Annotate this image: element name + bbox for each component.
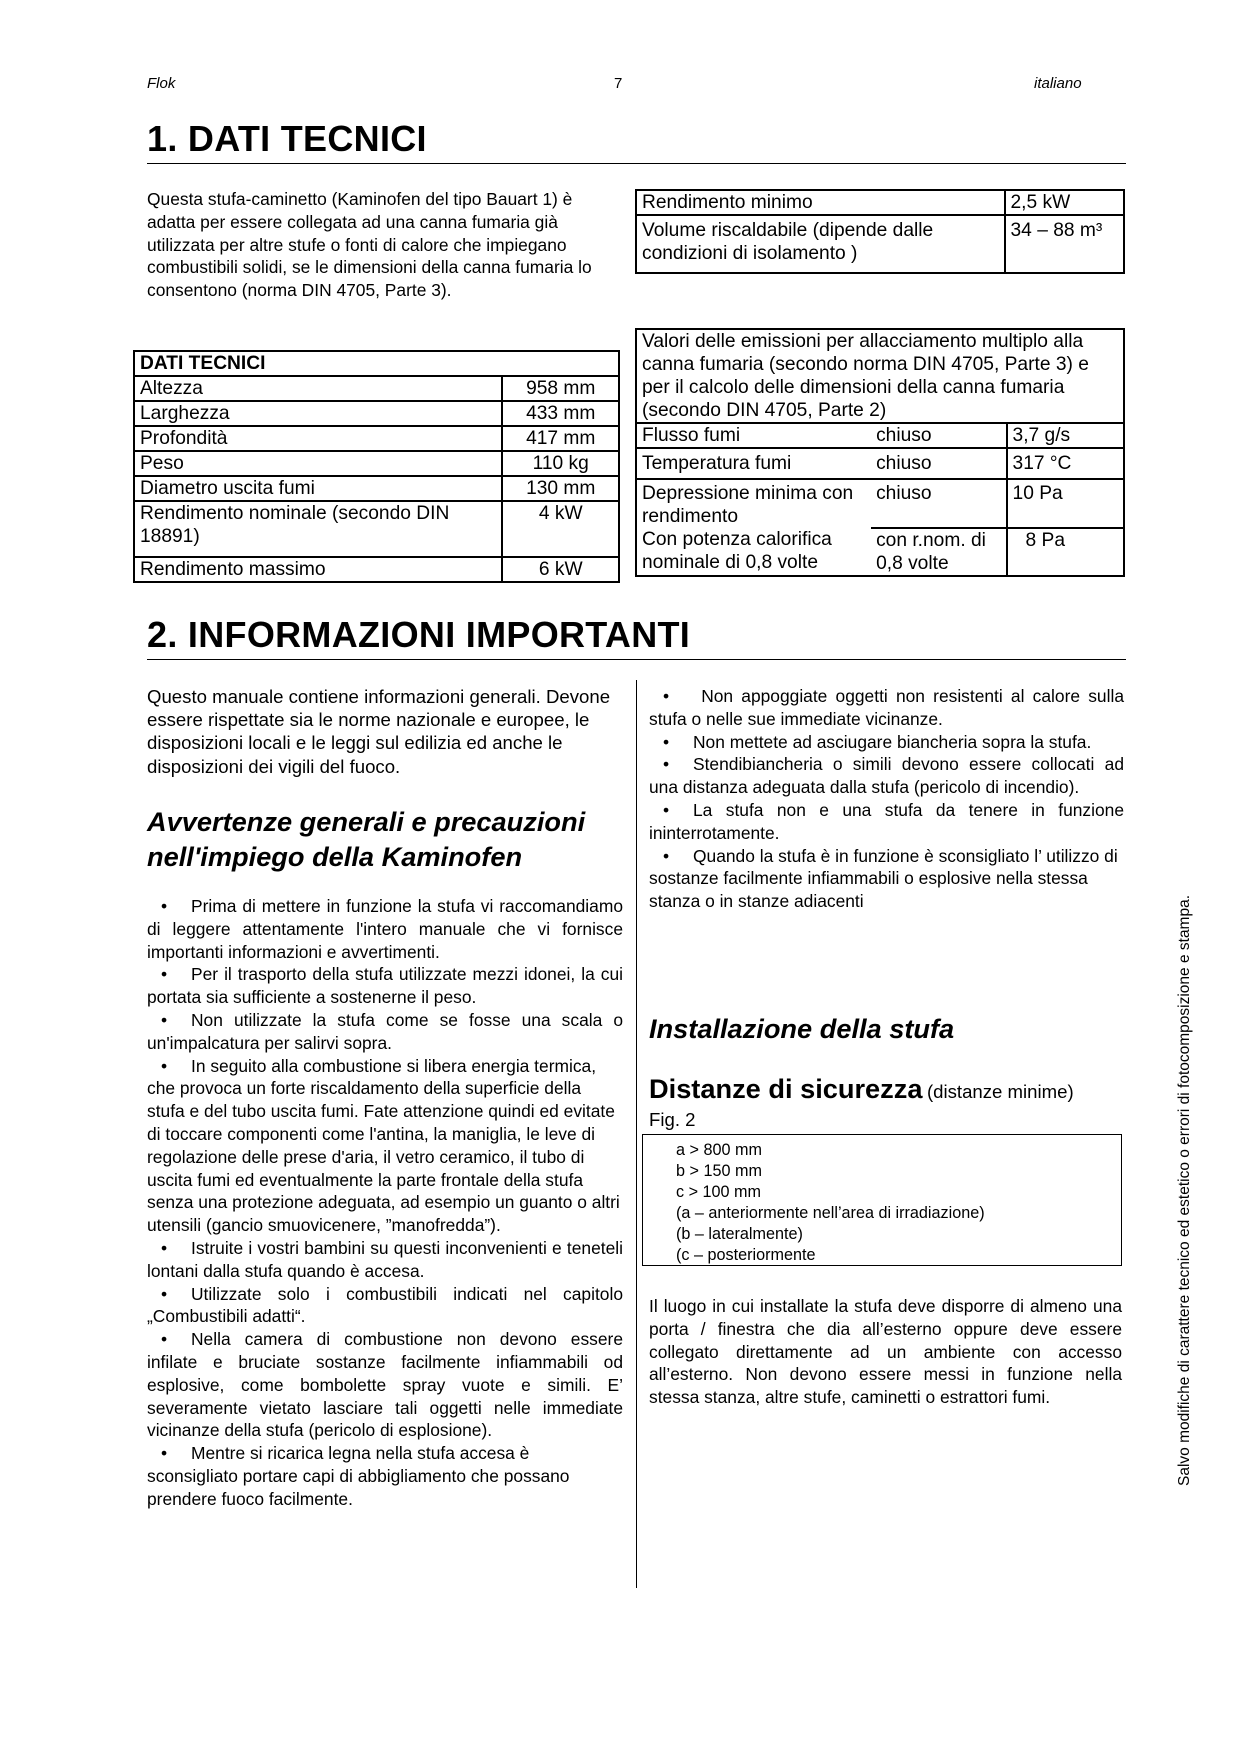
table-row — [134, 476, 619, 501]
table-row — [134, 501, 619, 557]
row-condition: chiuso — [871, 479, 1006, 528]
list-item: • Mentre si ricarica legna nella stufa accesa è sconsigliato portare capi di abbigliamento che possano prendere fuoco facilmente. — [147, 1443, 570, 1509]
intro-paragraph: Questa stufa-caminetto (Kaminofen del tipo Bauart 1) è adatta per essere collegata ad una canna fumaria già utilizzata per altre stufe o fonti di calore che impiegano combustibili solidi, se le dimensioni della canna fumaria lo consentono (norma DIN 4705, Parte 3). — [147, 189, 592, 301]
distances-box — [642, 1134, 1122, 1266]
table-row — [636, 528, 1124, 576]
section1-title: 1. DATI TECNICI — [147, 118, 427, 159]
distances-heading: Distanze di sicurezza — [649, 1073, 923, 1104]
distances-heading-line — [649, 1073, 1074, 1105]
distances-subheading: (distanze minime) — [926, 1081, 1074, 1102]
row-value: 433 mm — [502, 401, 619, 426]
row-label: Diametro uscita fumi — [134, 476, 502, 501]
table-row — [636, 190, 1124, 215]
row-value: 317 °C — [1007, 448, 1124, 479]
row-label: Rendimento minimo — [636, 190, 1005, 215]
row-value: 2,5 kW — [1005, 190, 1124, 215]
section2-title: 2. INFORMAZIONI IMPORTANTI — [147, 614, 691, 655]
list-item: • Utilizzate solo i combustibili indicati nel capitolo „Combustibili adatti“. — [147, 1283, 623, 1327]
row-label: Con potenza calorifica nominale di 0,8 volte — [636, 528, 871, 576]
distance-item: (c – posteriormente — [676, 1246, 816, 1264]
tech-table-header: DATI TECNICI — [134, 351, 619, 376]
header-right: italiano — [1034, 75, 1082, 92]
row-label: Flusso fumi — [636, 423, 871, 448]
tech-table — [133, 350, 620, 583]
row-label: Temperatura fumi — [636, 448, 871, 479]
row-value: 4 kW — [502, 501, 619, 557]
row-label: Rendimento massimo — [134, 557, 502, 582]
installation-heading: Installazione della stufa — [649, 1013, 955, 1044]
list-item: • Nella camera di combustione non devono essere infilate e bruciate sostanze facilmente infiammabili od esplosive, come bombolette spray vuote e simili. E’ severamente vietato lasciare tali oggetti nelle immediate vicinanze della stufa (pericolo di esplosione). — [147, 1329, 623, 1441]
left-bullet-list — [147, 895, 623, 1511]
right-bullet-list — [649, 685, 1124, 913]
table-row — [636, 423, 1124, 448]
table-row — [636, 215, 1124, 273]
table-row — [134, 376, 619, 401]
row-label: Volume riscaldabile (dipende dalle condizioni di isolamento ) — [636, 215, 1005, 273]
info-intro: Questo manuale contiene informazioni generali. Devone essere rispettate sia le norme nazionale e europee, le disposizioni locali e le leggi sul edilizia ed anche le disposizioni dei vigili del fuoco. — [147, 686, 611, 777]
row-label: Depressione minima con rendimento — [636, 479, 871, 528]
distance-item: a > 800 mm — [676, 1141, 762, 1159]
row-value: 8 Pa — [1007, 528, 1124, 576]
table-row — [134, 426, 619, 451]
list-item: • Non mettete ad asciugare biancheria sopra la stufa. — [663, 731, 1092, 752]
row-condition: chiuso — [871, 448, 1006, 479]
list-item: • Istruite i vostri bambini su questi inconvenienti e teneteli lontani dalla stufa quando è accesa. — [147, 1237, 623, 1281]
figure-label: Fig. 2 — [649, 1109, 696, 1130]
table-row — [134, 451, 619, 476]
section2-rule — [147, 659, 1126, 660]
header-left: Flok — [147, 75, 176, 92]
table-row — [134, 401, 619, 426]
row-value: 3,7 g/s — [1007, 423, 1124, 448]
side-note: Salvo modifiche di carattere tecnico ed estetico o errori di fotocomposizione e stampa. — [1176, 894, 1193, 1486]
distance-item: (b – lateralmente) — [676, 1225, 803, 1243]
list-item: • In seguito alla combustione si libera energia termica, che provoca un forte riscaldamento della superficie della stufa e del tubo uscita fumi. Fate attenzione quindi ed evitate di toccare componenti come l'antina, la maniglia, le leve di regolazione delle prese d'aria, il vetro ceramico, il tubo di uscita fumi ed eventualmente la parte frontale della stufa senza una protezione adeguata, ad esempio un guanto o altri utensili (gancio smuovicenere, ”manofredda”). — [147, 1055, 620, 1236]
distance-item: b > 150 mm — [676, 1162, 762, 1180]
row-value: 110 kg — [502, 451, 619, 476]
row-label: Rendimento nominale (secondo DIN 18891) — [134, 501, 502, 557]
row-label: Peso — [134, 451, 502, 476]
table-row — [636, 479, 1124, 528]
row-label: Profondità — [134, 426, 502, 451]
distance-item: (a – anteriormente nell’area di irradiazione) — [676, 1204, 985, 1222]
row-condition: con r.nom. di 0,8 volte — [871, 528, 1006, 576]
list-item: • Prima di mettere in funzione la stufa vi raccomandiamo di leggere attentamente l'intero manuale che vi fornisce importanti informazioni e avvertimenti. — [147, 896, 623, 962]
row-value: 130 mm — [502, 476, 619, 501]
list-item: • Non appoggiate oggetti non resistenti al calore sulla stufa o nelle sue immediate vicinanze. — [649, 686, 1124, 729]
section1-rule — [147, 163, 1126, 164]
row-condition: chiuso — [871, 423, 1006, 448]
list-item: • La stufa non e una stufa da tenere in funzione ininterrotamente. — [649, 799, 1124, 843]
list-item: • Quando la stufa è in funzione è sconsigliato l’ utilizzo di sostanze facilmente infiammabili o esplosive nella stessa stanza o in stanze adiacenti — [649, 845, 1118, 912]
row-label: Larghezza — [134, 401, 502, 426]
row-value: 417 mm — [502, 426, 619, 451]
row-value: 6 kW — [502, 557, 619, 582]
emissions-intro: Valori delle emissioni per allacciamento multiplo alla canna fumaria (secondo norma DIN 4705, Parte 3) e per il calcolo delle dimensioni della canna fumaria (secondo DIN 4705, Parte 2) — [636, 329, 1124, 423]
warnings-heading: Avvertenze generali e precauzioni nell'impiego della Kaminofen — [147, 806, 586, 872]
row-label: Altezza — [134, 376, 502, 401]
table-row — [636, 448, 1124, 479]
list-item: • Per il trasporto della stufa utilizzate mezzi idonei, la cui portata sia sufficiente a sostenerne il peso. — [147, 964, 623, 1008]
emissions-table — [635, 328, 1125, 577]
distance-item: c > 100 mm — [676, 1183, 762, 1201]
column-separator — [636, 680, 637, 1588]
install-text: Il luogo in cui installate la stufa deve disporre di almeno una porta / finestra che dia all’esterno oppure deve essere collegato direttamente ad un ambiente con accesso all’esterno. Non devono essere messi in funzione nella stessa stanza, altre stufe, caminetti o estrattori fumi. — [649, 1296, 1122, 1408]
row-value: 10 Pa — [1007, 479, 1124, 528]
power-table — [635, 189, 1125, 274]
list-item: • Stendibiancheria o simili devono essere collocati ad una distanza adeguata dalla stufa (pericolo di incendio). — [649, 754, 1124, 798]
list-item: • Non utilizzate la stufa come se fosse una scala o un'impalcatura per salirvi sopra. — [147, 1009, 623, 1053]
page-number: 7 — [614, 75, 623, 92]
row-value: 958 mm — [502, 376, 619, 401]
row-value: 34 – 88 m³ — [1005, 215, 1124, 273]
table-row — [134, 557, 619, 582]
